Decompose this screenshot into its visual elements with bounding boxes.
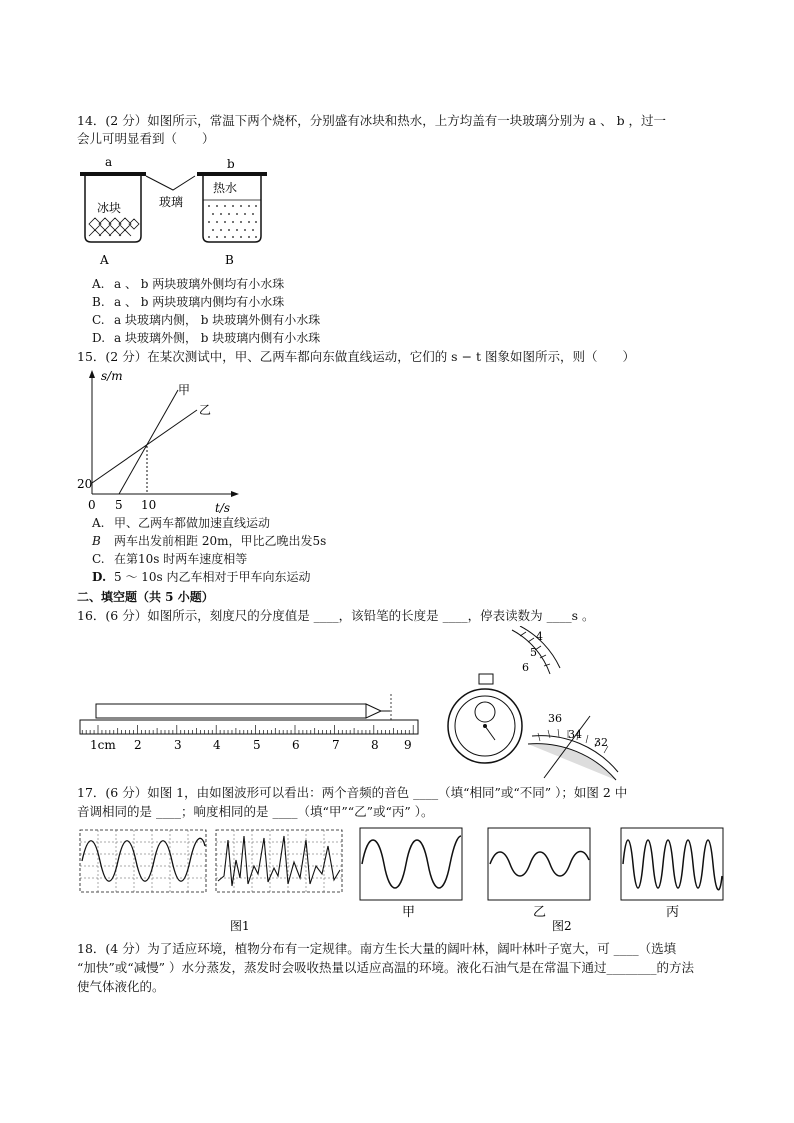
line-jia-label: 甲 <box>178 383 191 397</box>
q14-option-a[interactable]: A. a 、 b 两块玻璃外侧均有小水珠 <box>92 277 285 291</box>
label-b: b <box>227 157 235 171</box>
q16-ruler-pencil-figure <box>78 690 423 756</box>
ruler-label-8: 8 <box>371 738 379 752</box>
q15-option-b[interactable]: B 两车出发前相距 20m，甲比乙晚出发5s <box>92 534 327 548</box>
q17-wave-figures <box>78 826 728 936</box>
ruler-label-6: 6 <box>292 738 300 752</box>
y-axis-label: s/m <box>101 369 123 383</box>
q14-beaker-figure <box>75 152 275 272</box>
wave-label-yi: 乙 <box>533 905 547 920</box>
q15-stem: 15．(2 分）在某次测试中，甲、乙两车都向东做直线运动，它们的 s − t 图象如图所示，则（ ） <box>77 349 636 364</box>
ruler-label-4: 4 <box>213 738 221 752</box>
line-yi-label: 乙 <box>199 403 212 417</box>
q14-option-c[interactable]: C. a 块玻璃内侧， b 块玻璃外侧有小水珠 <box>92 313 321 327</box>
ruler-label-7: 7 <box>332 738 340 752</box>
q18-stem-line1: 18．(4 分）为了适应环境，植物分布有一定规律。南方生长大量的阔叶林，阔叶林叶子宽大，可 ____（选填 <box>77 941 677 956</box>
hot-water-label: 热水 <box>213 181 238 195</box>
glass-label: 玻璃 <box>159 195 184 209</box>
small-dial-4: 4 <box>536 630 543 643</box>
q14-option-d[interactable]: D. a 块玻璃外侧， b 块玻璃内侧有小水珠 <box>92 331 321 345</box>
caption-A: A <box>100 253 109 267</box>
q17-stem-line1: 17．(6 分）如图 1，由如图波形可以看出：两个音频的音色 ____（填“相同”或“不同” ）；如图 2 中 <box>77 785 628 800</box>
large-dial-36: 36 <box>548 712 562 725</box>
ruler-label-2: 2 <box>134 738 142 752</box>
q15-option-a[interactable]: A. 甲、乙两车都做加速直线运动 <box>92 516 271 530</box>
caption-B: B <box>225 253 234 267</box>
q16-stopwatch-figure <box>440 626 620 781</box>
q15-option-d[interactable]: D. 5 ～ 10s 内乙车相对于甲车向东运动 <box>92 570 311 584</box>
q15-option-c[interactable]: C. 在第10s 时两车速度相等 <box>92 552 248 566</box>
q17-stem-line2: 音调相同的是 ____；响度相同的是 ____（填“甲”“乙”或“丙” ）。 <box>77 804 434 819</box>
small-dial-5: 5 <box>530 646 537 659</box>
x-tick-5: 5 <box>115 498 123 512</box>
x-axis-label: t/s <box>215 501 231 515</box>
q14-option-b[interactable]: B. a 、 b 两块玻璃内侧均有小水珠 <box>92 295 285 309</box>
large-dial-34: 34 <box>568 728 582 741</box>
label-a: a <box>105 155 113 169</box>
wave-label-jia: 甲 <box>402 905 416 920</box>
fig1-caption: 图1 <box>230 919 250 933</box>
q14-stem-line1: 14．(2 分）如图所示，常温下两个烧杯，分别盛有冰块和热水，上方均盖有一块玻璃分别为 a 、 b ，过一 <box>77 113 667 128</box>
q18-stem-line2: “加快”或“减慢” ）水分蒸发，蒸发时会吸收热量以适应高温的环境。液化石油气是在常温下通过________的方法 <box>77 960 695 975</box>
ruler-label-5: 5 <box>253 738 261 752</box>
x-tick-0: 0 <box>88 498 96 512</box>
ruler-label-9: 9 <box>404 738 412 752</box>
y-tick-20: 20 <box>77 477 93 491</box>
wave-label-bing: 丙 <box>666 905 680 920</box>
small-dial-6: 6 <box>522 661 529 674</box>
ruler-label-1cm: 1cm <box>90 738 116 752</box>
q18-stem-line3: 使气体液化的。 <box>77 979 165 994</box>
ruler-label-3: 3 <box>174 738 182 752</box>
x-tick-10: 10 <box>141 498 157 512</box>
q14-stem-line2: 会儿可明显看到（ ） <box>77 131 215 146</box>
q16-stem: 16．(6 分）如图所示，刻度尺的分度值是 ____，该铅笔的长度是 ____，停表读数为 ____s 。 <box>77 608 595 623</box>
section-heading: 二、填空题（共 5 小题） <box>77 590 214 604</box>
q15-st-graph <box>75 366 245 516</box>
fig2-caption: 图2 <box>552 919 572 933</box>
large-dial-32: 32 <box>594 736 608 749</box>
ice-label: 冰块 <box>97 201 122 215</box>
